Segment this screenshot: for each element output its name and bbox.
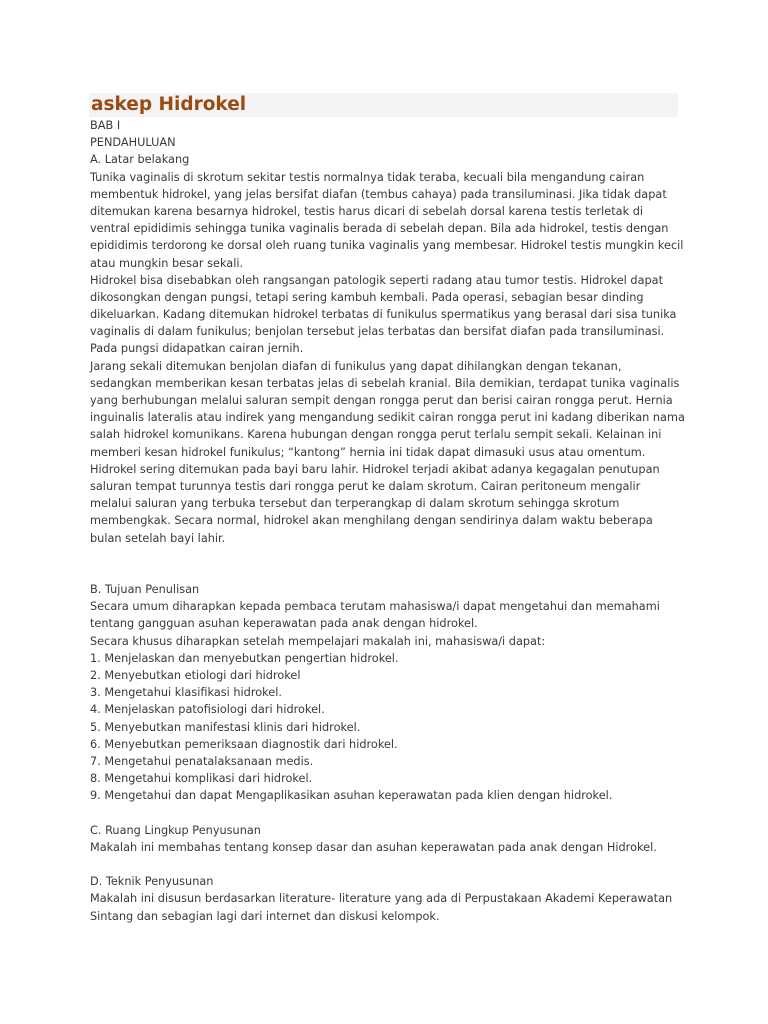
list-item: 3. Mengetahui klasifikasi hidrokel. — [90, 686, 282, 700]
chapter-title: PENDAHULUAN — [90, 136, 176, 150]
section-teknik-penyusunan — [90, 873, 690, 925]
paragraph-line: atau mungkin besar sekali. — [90, 256, 244, 270]
paragraph-line: bulan setelah bayi lahir. — [90, 531, 226, 545]
paragraph-line: dikosongkan dengan pungsi, tetapi sering kambuh kembali. Pada operasi, sebagian besar dinding — [90, 290, 644, 304]
title-bar — [89, 93, 678, 117]
section-heading: D. Teknik Penyusunan — [90, 875, 214, 889]
list-item: 7. Mengetahui penatalaksanaan medis. — [90, 754, 314, 768]
paragraph-line: yang berhubungan melalui saluran sempit dengan rongga perut dan berisi cairan rongga perut. Hernia — [90, 394, 673, 407]
spacer — [90, 856, 690, 873]
paragraph-line: vaginalis di dalam funikulus; benjolan tersebut jelas terbatas dan bersifat diafan pada transiluminasi. — [90, 325, 665, 339]
paragraph-line: melalui saluran yang terbuka tersebut dan terperangkap di dalam skrotum sehingga skrotum — [90, 497, 620, 511]
list-item: 8. Mengetahui komplikasi dari hidrokel. — [90, 772, 313, 786]
list-item: 5. Menyebutkan manifestasi klinis dari hidrokel. — [90, 720, 361, 734]
paragraph-line: salah hidrokel komunikans. Karena hubungan dengan rongga perut terlalu sempit sekali. Kelainan ini — [90, 428, 662, 442]
document-body — [90, 117, 690, 925]
paragraph-line: epididimis terdorong ke dorsal oleh ruang tunika vaginalis yang membesar. Hidrokel testis mungkin kecil — [90, 239, 684, 253]
paragraph-line: Makalah ini membahas tentang konsep dasar dan asuhan keperawatan pada anak dengan Hidrokel. — [90, 840, 657, 854]
section-ruang-lingkup — [90, 822, 690, 856]
paragraph-line: sedangkan memberikan kesan terbatas jelas di sebelah kranial. Bila demikian, terdapat tunika vaginalis — [90, 376, 680, 390]
list-item: 4. Menjelaskan patofisiologi dari hidrokel. — [90, 703, 325, 717]
paragraph-line: Tunika vaginalis di skrotum sekitar testis normalnya tidak teraba, kecuali bila mengandung cairan — [90, 170, 645, 184]
chapter-label: BAB I — [90, 119, 121, 132]
paragraph-line: ventral epididimis sehingga tunika vaginalis berada di sebelah depan. Bila ada hidrokel, testis dengan — [90, 222, 669, 236]
paragraph-line: inguinalis lateralis atau indirek yang mengandung sedikit cairan rongga perut ini kadang diberikan nama — [90, 411, 685, 425]
paragraph-line: ditemukan karena besarnya hidrokel, testis harus dicari di sebelah dorsal karena testis terletak di — [90, 204, 644, 218]
section-heading: C. Ruang Lingkup Penyusunan — [90, 823, 261, 837]
paragraph-line: Makalah ini disusun berdasarkan literature- literature yang ada di Perpustakaan Akademi Keperawatan — [90, 892, 673, 906]
paragraph-line: Secara umum diharapkan kepada pembaca terutam mahasiswa/i dapat mengetahui dan memahami — [90, 600, 660, 614]
section-heading: A. Latar belakang — [90, 153, 190, 167]
paragraph-line: dikeluarkan. Kadang ditemukan hidrokel terbatas di funikulus spermatikus yang berasal dari sisa tunika — [90, 308, 677, 322]
section-heading: B. Tujuan Penulisan — [90, 583, 200, 597]
paragraph-line: memberi kesan hidrokel funikulus; “kantong” hernia ini tidak dapat dimasuki usus atau omentum. — [90, 445, 646, 459]
paragraph-line: Jarang sekali ditemukan benjolan diafan di funikulus yang dapat dihilangkan dengan tekanan, — [90, 359, 622, 373]
paragraph-line: tentang gangguan asuhan keperawatan pada anak dengan hidrokel. — [90, 617, 478, 631]
list-item: 2. Menyebutkan etiologi dari hidrokel — [90, 669, 301, 683]
page-title: askep Hidrokel — [91, 94, 247, 115]
spacer — [90, 805, 690, 822]
list-item: 6. Menyebutkan pemeriksaan diagnostik dari hidrokel. — [90, 737, 398, 751]
paragraph-line: Pada pungsi didapatkan cairan jernih. — [90, 342, 304, 356]
paragraph-line: membengkak. Secara normal, hidrokel akan menghilang dengan sendirinya dalam waktu beberapa — [90, 514, 653, 528]
paragraph-line: Secara khusus diharapkan setelah mempelajari makalah ini, mahasiswa/i dapat: — [90, 634, 546, 648]
paragraph-line: Hidrokel sering ditemukan pada bayi baru lahir. Hidrokel terjadi akibat adanya kegagalan penutupan — [90, 462, 660, 476]
list-item: 9. Mengetahui dan dapat Mengaplikasikan asuhan keperawatan pada klien dengan hidrokel. — [90, 789, 613, 803]
section-tujuan-penulisan — [90, 581, 690, 804]
paragraph-line: saluran tempat turunnya testis dari rongga perut ke dalam skrotum. Cairan peritoneum mengalir — [90, 479, 641, 493]
list-item: 1. Menjelaskan dan menyebutkan pengertian hidrokel. — [90, 651, 399, 665]
paragraph-line: Sintang dan sebagian lagi dari internet dan diskusi kelompok. — [90, 909, 440, 923]
paragraph-line: membentuk hidrokel, yang jelas bersifat diafan (tembus cahaya) pada transiluminasi. Jika tidak dapat — [90, 187, 667, 201]
spacer — [90, 547, 690, 581]
paragraph-line: Hidrokel bisa disebabkan oleh rangsangan patologik seperti radang atau tumor testis. Hidrokel dapat — [90, 273, 664, 287]
section-latar-belakang — [90, 151, 690, 546]
